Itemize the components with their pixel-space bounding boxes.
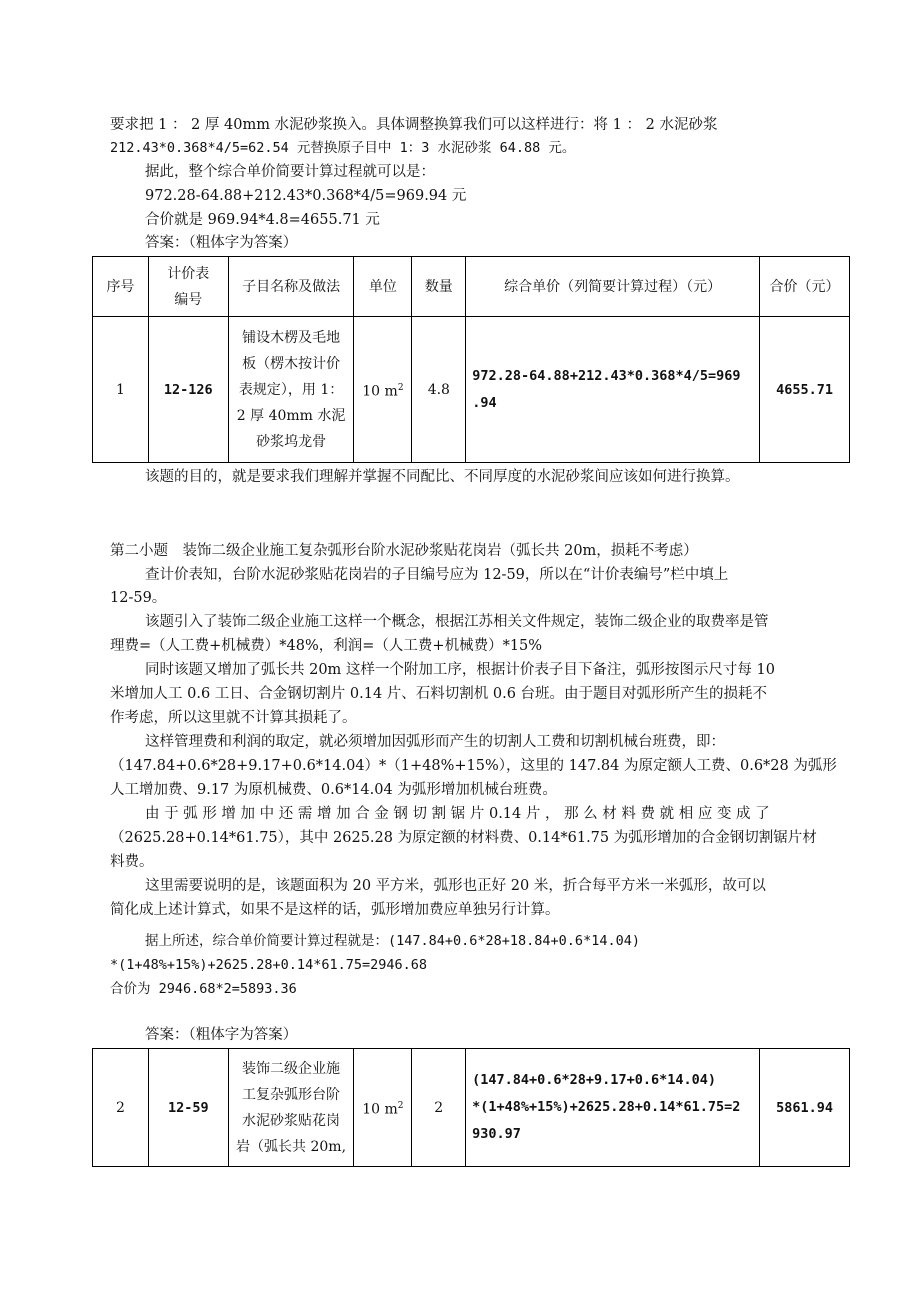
cell-total: 5861.94 [760, 1049, 850, 1167]
paragraph-line: 这样管理费和利润的取定，就必须增加因弧形而产生的切割人工费和切割机械台班费，即： [145, 734, 725, 750]
cell-code: 12-126 [148, 317, 228, 463]
cell-qty: 4.8 [412, 317, 466, 463]
header-cell: 子目名称及做法 [228, 257, 354, 317]
header-cell: 序号 [93, 257, 149, 317]
paragraph-line: 人工增加费、9.17 为原机械费、0.6*14.04 为弧形增加机械台班费。 [110, 782, 557, 798]
paragraph-line: 料费。 [110, 854, 154, 870]
cell-total: 4655.71 [760, 317, 850, 463]
header-cell: 综合单价（列简要计算过程）（元） [466, 257, 760, 317]
paragraph-line: 同时该题又增加了弧长共 20m 这样一个附加工序，根据计价表子目下备注，弧形按图示尺寸每 10 [145, 662, 775, 678]
paragraph-line: 作考虑，所以这里就不计算其损耗了。 [110, 710, 357, 726]
paragraph-line: 这里需要说明的是，该题面积为 20 平方米，弧形也正好 20 米，折合每平方米一米弧形，故可以 [145, 878, 766, 894]
cell-unit: 10 $m^2$ [354, 1049, 412, 1167]
formula-line: 合价为 2946.68*2=5893.36 [110, 981, 297, 997]
paragraph-line: 据此，整个综合单价简要计算过程就可以是： [145, 164, 435, 180]
paragraph-line: 12-59。 [110, 590, 167, 606]
paragraph-line: 该题的目的，就是要求我们理解并掌握不同配比、不同厚度的水泥砂浆间应该如何进行换算。 [145, 469, 740, 485]
cell-qty: 2 [412, 1049, 466, 1167]
header-cell: 合价（元） [760, 257, 850, 317]
paragraph-line: 由 于 弧 形 增 加 中 还 需 增 加 合 金 钢 切 割 锯 片 0.14 片 ， 那 么 材 料 费 就 相 应 变 成 了 [145, 806, 770, 822]
cell-name: 铺设木楞及毛地 板（楞木按计价 表规定），用 1： 2 厚 40mm 水泥 砂浆坞龙骨 [228, 317, 354, 463]
paragraph-line: 理费=（人工费+机械费）*48%，利润=（人工费+机械费）*15% [110, 638, 543, 654]
table-row [93, 1049, 850, 1167]
formula-line: 972.28-64.88+212.43*0.368*4/5=969.94 元 [145, 188, 467, 204]
formula-line: 据上所述，综合单价简要计算过程就是：(147.84+0.6*28+18.84+0.6*14.04) [145, 933, 640, 949]
paragraph-line: 米增加人工 0.6 工日、合金钢切割片 0.14 片、石料切割机 0.6 台班。由于题目对弧形所产生的损耗不 [110, 686, 768, 702]
answer-note: 答案：（粗体字为答案） [145, 235, 298, 251]
cell-no: 1 [93, 317, 149, 463]
header-cell: 计价表 编号 [148, 257, 228, 317]
formula-line: 合价就是 969.94*4.8=4655.71 元 [145, 212, 380, 228]
section-title: 第二小题 装饰二级企业施工复杂弧形台阶水泥砂浆贴花岗岩（弧长共 20m，损耗不考虑） [110, 543, 698, 559]
paragraph-line: 查计价表知，台阶水泥砂浆贴花岗岩的子目编号应为 12-59，所以在“计价表编号”栏中填上 [145, 567, 729, 583]
header-cell: 单位 [354, 257, 412, 317]
paragraph-line: 212.43*0.368*4/5=62.54 元替换原子目中 1：3 水泥砂浆 64.88 元。 [110, 140, 576, 156]
paragraph-line: 该题引入了装饰二级企业施工这样一个概念，根据江苏相关文件规定，装饰二级企业的取费率是管 [145, 614, 769, 630]
cell-no: 2 [93, 1049, 149, 1167]
answer-table-2 [92, 1048, 850, 1167]
cell-unit: 10 $m^2$ [354, 317, 412, 463]
header-cell: 数量 [412, 257, 466, 317]
answer-note: 答案：（粗体字为答案） [145, 1027, 298, 1043]
paragraph-line: （147.84+0.6*28+9.17+0.6*14.04）*（1+48%+15%），这里的 147.84 为原定额人工费、0.6*28 为弧形 [110, 758, 837, 774]
answer-table-1 [92, 256, 850, 463]
cell-calc: (147.84+0.6*28+9.17+0.6*14.04) *(1+48%+15%)+2625.28+0.14*61.75=2 930.97 [466, 1049, 760, 1167]
cell-calc: 972.28-64.88+212.43*0.368*4/5=969 .94 [466, 317, 760, 463]
cell-name: 装饰二级企业施 工复杂弧形台阶 水泥砂浆贴花岗 岩（弧长共 20m, [228, 1049, 354, 1167]
formula-line: *(1+48%+15%)+2625.28+0.14*61.75=2946.68 [110, 957, 427, 973]
paragraph-line: 简化成上述计算式，如果不是这样的话，弧形增加费应单独另行计算。 [110, 902, 560, 918]
paragraph-line: （2625.28+0.14*61.75），其中 2625.28 为原定额的材料费、0.14*61.75 为弧形增加的合金钢切割锯片材 [110, 830, 817, 846]
table-row [93, 317, 850, 463]
table-header-row [93, 257, 850, 317]
cell-code: 12-59 [148, 1049, 228, 1167]
paragraph-line: 要求把 1 ： 2 厚 40mm 水泥砂浆换入。具体调整换算我们可以这样进行：将 1 ： 2 水泥砂浆 [110, 117, 718, 133]
